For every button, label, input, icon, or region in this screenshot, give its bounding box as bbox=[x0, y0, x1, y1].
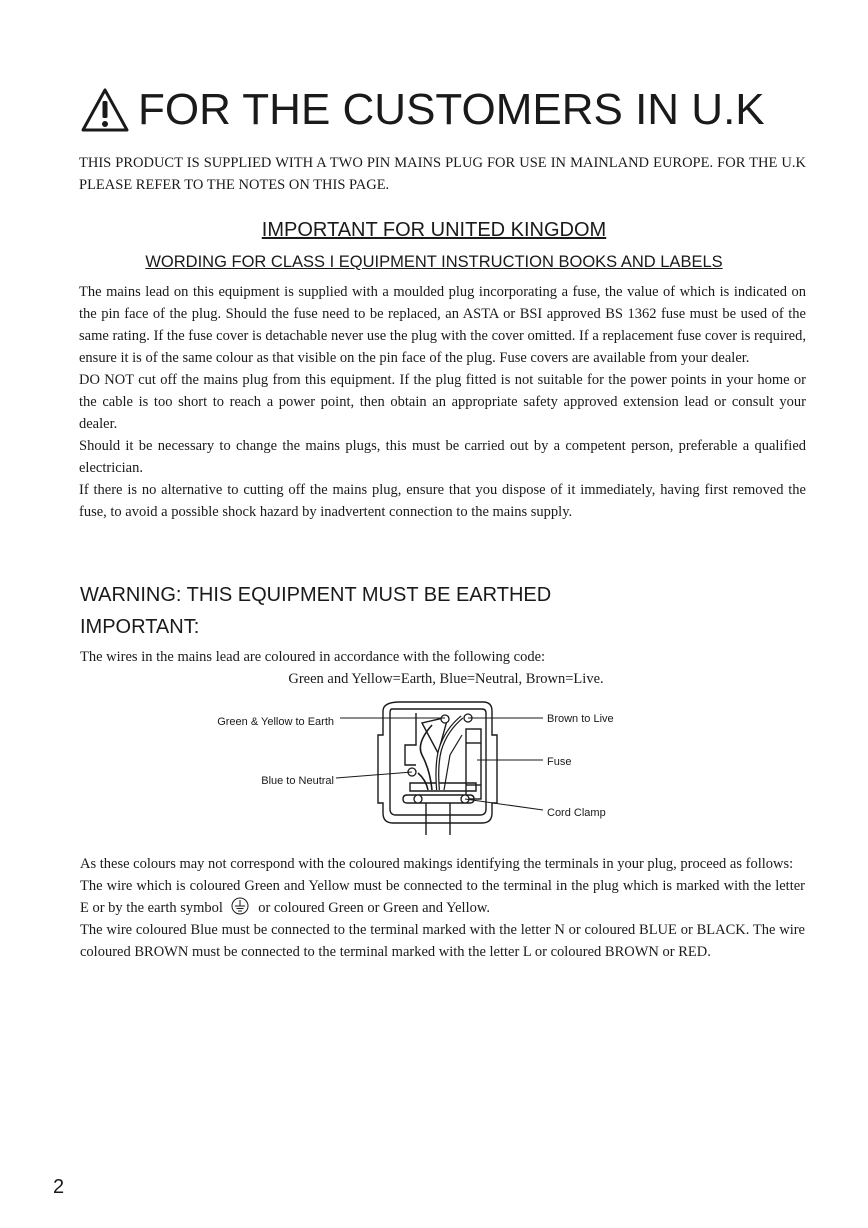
wires-text: The wires in the mains lead are coloured in accordance with the following code: bbox=[80, 649, 546, 665]
paragraph: If there is no alternative to cutting off the mains plug, ensure that you dispose of it immediately, having first removed the fuse, to avoid a possible shock hazard by inadvertent connection to the mains supply. bbox=[79, 482, 806, 520]
label-earth: Green & Yellow to Earth bbox=[217, 716, 334, 728]
paragraph-earth bbox=[80, 875, 805, 919]
paragraph: The wire coloured Blue must be connected to the terminal marked with the letter N or coloured BLUE or BLACK. The wire coloured BROWN must be connected to the terminal marked with the letter L or coloured BROWN or RED. bbox=[80, 922, 805, 960]
color-code: Green and Yellow=Earth, Blue=Neutral, Brown=Live. bbox=[288, 671, 604, 687]
section-subheading: WORDING FOR CLASS I EQUIPMENT INSTRUCTION BOOKS AND LABELS bbox=[145, 253, 723, 271]
section2-body bbox=[80, 853, 805, 963]
plug-wiring-diagram bbox=[200, 695, 630, 840]
label-fuse: Fuse bbox=[547, 756, 572, 768]
paragraph: Should it be necessary to change the mains plugs, this must be carried out by a competent person, preferable a qualified electrician. bbox=[79, 438, 806, 476]
page-title-row bbox=[80, 82, 800, 138]
wires-text-block bbox=[80, 646, 807, 690]
label-neutral: Blue to Neutral bbox=[261, 775, 334, 787]
earth-text-before: The wire which is coloured Green and Yellow must be connected to the terminal in the plug which is marked with the letter E or by the earth symbol bbox=[80, 878, 805, 916]
paragraph: DO NOT cut off the mains plug from this equipment. If the plug fitted is not suitable for the power points in your home or the cable is too short to reach a power point, then obtain an appropriate safety approved extension lead or consult your dealer. bbox=[79, 372, 806, 432]
warning-triangle-icon bbox=[80, 87, 130, 133]
page-title: FOR THE CUSTOMERS IN U.K bbox=[138, 85, 765, 134]
warning-heading: WARNING: THIS EQUIPMENT MUST BE EARTHED bbox=[80, 584, 552, 606]
paragraph: As these colours may not correspond with the coloured makings identifying the terminals in your plug, proceed as follows: bbox=[80, 856, 794, 872]
label-cord-clamp: Cord Clamp bbox=[547, 807, 606, 819]
important-heading: IMPORTANT: bbox=[80, 616, 200, 638]
page-number: 2 bbox=[53, 1176, 65, 1198]
label-live: Brown to Live bbox=[547, 713, 614, 725]
earth-text-after: or coloured Green or Green and Yellow. bbox=[258, 900, 491, 916]
earth-symbol-icon bbox=[231, 897, 249, 915]
section1-body bbox=[79, 281, 806, 523]
paragraph: The mains lead on this equipment is supplied with a moulded plug incorporating a fuse, the value of which is indicated on the pin face of the plug. Should the fuse need to be replaced, an ASTA or BSI approved BS 1362 fuse must be used of the same rating. If the fuse cover is detachable never use the plug with the cover omitted. If a replacement fuse cover is required, ensure it is of the same colour as that visible on the pin face of the plug. Fuse covers are available from your dealer. bbox=[79, 284, 806, 366]
intro-text: THIS PRODUCT IS SUPPLIED WITH A TWO PIN MAINS PLUG FOR USE IN MAINLAND EUROPE. FOR THE U.K PLEASE REFER TO THE NOTES ON THIS PAGE. bbox=[79, 155, 806, 193]
section-heading: IMPORTANT FOR UNITED KINGDOM bbox=[261, 219, 607, 241]
